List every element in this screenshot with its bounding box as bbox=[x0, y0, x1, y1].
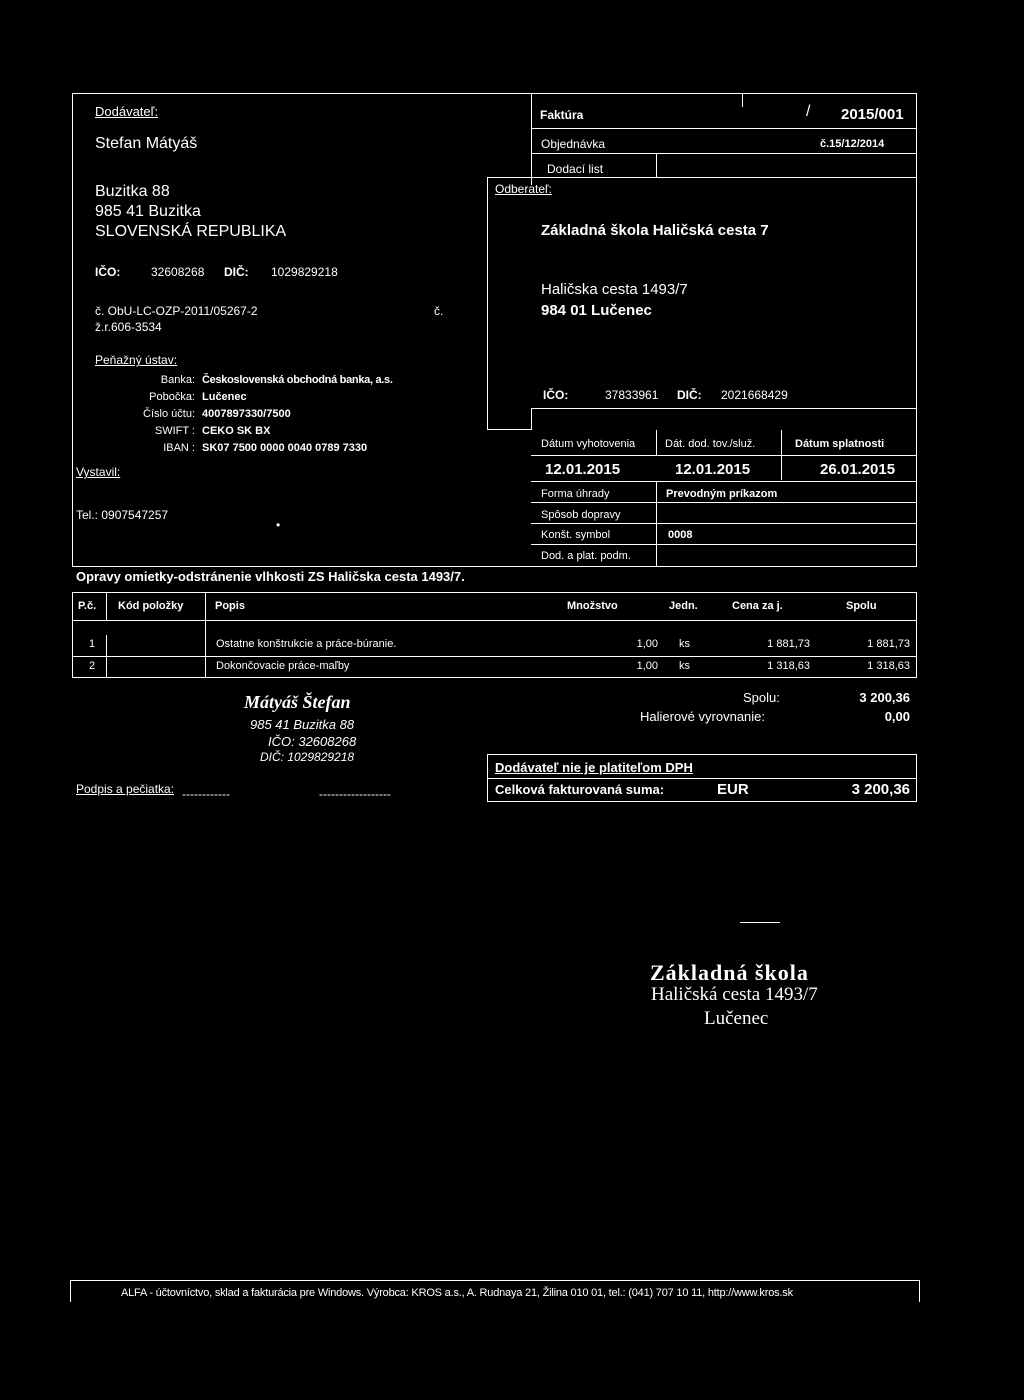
invoice-number: 2015/001 bbox=[841, 106, 904, 123]
customer-box-left bbox=[487, 177, 488, 430]
vat-box-mid bbox=[487, 778, 917, 779]
issue-date-label: Dátum vyhotovenia bbox=[541, 438, 636, 450]
customer-city: 984 01 Lučenec bbox=[541, 302, 652, 319]
payment-method: Prevodným príkazom bbox=[666, 488, 778, 500]
supplier-country: SLOVENSKÁ REPUBLIKA bbox=[95, 223, 287, 240]
row-total: 1 318,63 bbox=[867, 660, 910, 672]
rounding-label: Halierové vyrovnanie: bbox=[640, 709, 766, 724]
delivery-note-label: Dodací list bbox=[547, 162, 604, 176]
transport-label: Spôsob dopravy bbox=[541, 509, 621, 521]
sum-value: 3 200,36 bbox=[859, 690, 910, 705]
stamp-name: Mátyáš Štefan bbox=[244, 692, 351, 712]
supplier-label: Dodávateľ: bbox=[95, 104, 159, 119]
delivery-date: 12.01.2015 bbox=[675, 461, 751, 478]
school-stamp-city: Lučenec bbox=[704, 1008, 769, 1029]
branch-label: Pobočka: bbox=[149, 391, 195, 403]
invoice-tick bbox=[742, 93, 743, 107]
const-symbol-label: Konšt. symbol bbox=[541, 529, 611, 541]
customer-name: Základná škola Haličská cesta 7 bbox=[541, 222, 769, 239]
pay-line4 bbox=[531, 544, 917, 545]
row-unit: ks bbox=[679, 638, 690, 650]
signature-label: Podpis a pečiatka: bbox=[76, 782, 175, 796]
bank-label: Banka: bbox=[160, 374, 195, 386]
iban-number: SK07 7500 0000 0040 0789 7330 bbox=[202, 442, 368, 454]
frame-left bbox=[72, 93, 73, 567]
col-header-total: Spolu bbox=[846, 600, 877, 612]
terms-label: Dod. a plat. podm. bbox=[541, 550, 631, 562]
customer-ico: 37833961 bbox=[605, 388, 659, 402]
col-header-desc: Popis bbox=[215, 600, 245, 612]
supplier-ico: 32608268 bbox=[151, 265, 205, 279]
table-header-bottom bbox=[72, 620, 917, 621]
customer-ico-label: IČO: bbox=[543, 388, 569, 402]
table-row1-bottom bbox=[72, 656, 917, 657]
supplier-reg-c: č. bbox=[434, 304, 444, 318]
pay-line1 bbox=[531, 481, 917, 482]
school-stamp-name: Základná škola bbox=[650, 960, 809, 985]
bank-name: Československá obchodná banka, a.s. bbox=[202, 374, 393, 386]
school-stamp-street: Haličská cesta 1493/7 bbox=[651, 984, 818, 1005]
invoice-subject: Opravy omietky-odstránenie vlhkosti ZS Haličska cesta 1493/7. bbox=[76, 569, 465, 584]
account-number: 4007897330/7500 bbox=[202, 408, 291, 420]
frame-middle bbox=[531, 93, 532, 185]
frame-right bbox=[916, 93, 917, 567]
signature-dash1: ------------ bbox=[182, 787, 230, 801]
rounding-value: 0,00 bbox=[884, 709, 910, 724]
row-no: 1 bbox=[89, 638, 96, 650]
table-top bbox=[72, 592, 917, 593]
order-row-line bbox=[531, 153, 917, 154]
table-col1b bbox=[106, 635, 107, 677]
supplier-street: Buzitka 88 bbox=[95, 183, 170, 200]
row-qty: 1,00 bbox=[636, 660, 658, 672]
supplier-dic-label: DIČ: bbox=[224, 265, 249, 279]
dates-div1 bbox=[656, 430, 657, 455]
swift-label: SWIFT : bbox=[154, 425, 195, 437]
supplier-name: Stefan Mátyáš bbox=[95, 135, 198, 152]
row-desc: Ostatne konštrukcie a práce-búranie. bbox=[216, 638, 397, 650]
customer-dic: 2021668429 bbox=[721, 388, 788, 402]
row-unit: ks bbox=[679, 660, 690, 672]
order-number: č.15/12/2014 bbox=[820, 138, 885, 150]
branch-name: Lučenec bbox=[202, 391, 247, 403]
pay-divider bbox=[656, 481, 657, 567]
invoice-slash: / bbox=[806, 103, 811, 120]
customer-box-inner-line bbox=[531, 408, 917, 409]
vat-note: Dodávateľ nie je platiteľom DPH bbox=[495, 760, 693, 775]
invoice-label: Faktúra bbox=[540, 108, 584, 122]
delivery-date-label: Dát. dod. tov./služ. bbox=[665, 438, 756, 450]
row-total: 1 881,73 bbox=[867, 638, 910, 650]
table-left bbox=[72, 592, 73, 678]
table-col2 bbox=[205, 592, 206, 678]
pay-line3 bbox=[531, 523, 917, 524]
pay-bottom bbox=[531, 566, 917, 567]
customer-box-bottom bbox=[487, 429, 531, 430]
bank-title: Peňažný ústav: bbox=[95, 353, 178, 367]
signature-dash2: ------------------ bbox=[319, 787, 391, 801]
col-header-unit: Jedn. bbox=[669, 600, 698, 612]
supplier-city: 985 41 Buzitka bbox=[95, 203, 201, 220]
supplier-reg-line2: ž.r.606-3534 bbox=[95, 320, 162, 334]
school-stamp-line bbox=[740, 922, 780, 923]
col-header-code: Kód položky bbox=[118, 600, 184, 612]
row-price: 1 881,73 bbox=[767, 638, 810, 650]
const-symbol: 0008 bbox=[668, 529, 693, 541]
footer-line bbox=[70, 1280, 920, 1281]
col-header-price: Cena za j. bbox=[732, 600, 783, 612]
dates-div2 bbox=[781, 430, 782, 480]
total-label: Celková fakturovaná suma: bbox=[495, 782, 665, 797]
stamp-dic: DIČ: 1029829218 bbox=[260, 750, 355, 764]
supplier-ico-label: IČO: bbox=[95, 265, 121, 279]
issuer-label: Vystavil: bbox=[76, 465, 121, 479]
row-qty: 1,00 bbox=[636, 638, 658, 650]
row-price: 1 318,63 bbox=[767, 660, 810, 672]
issuer-dot: • bbox=[276, 518, 281, 532]
vat-box-top bbox=[487, 754, 917, 755]
dates-header-bottom bbox=[531, 455, 917, 456]
payment-method-label: Forma úhrady bbox=[541, 488, 610, 500]
table-right bbox=[916, 592, 917, 678]
frame-left-bottom bbox=[72, 566, 532, 567]
col-header-qty: Množstvo bbox=[567, 600, 618, 612]
invoice-row-line bbox=[531, 128, 917, 129]
due-date-label: Dátum splatnosti bbox=[795, 438, 885, 450]
order-label: Objednávka bbox=[541, 137, 606, 151]
issuer-tel: Tel.: 0907547257 bbox=[76, 508, 169, 522]
supplier-reg-line: č. ObU-LC-OZP-2011/05267-2 bbox=[95, 304, 258, 318]
footer-left bbox=[70, 1280, 71, 1302]
total-currency: EUR bbox=[717, 781, 749, 798]
footer-right bbox=[919, 1280, 920, 1302]
vat-box-bottom bbox=[487, 801, 917, 802]
invoice-divider bbox=[656, 153, 657, 177]
iban-label: IBAN : bbox=[163, 442, 195, 454]
issue-date: 12.01.2015 bbox=[545, 461, 621, 478]
customer-box-top bbox=[487, 177, 917, 178]
customer-label: Odberateľ: bbox=[495, 182, 552, 196]
sum-label: Spolu: bbox=[743, 690, 780, 705]
swift-code: CEKO SK BX bbox=[202, 425, 271, 437]
frame-top bbox=[72, 93, 917, 94]
supplier-dic: 1029829218 bbox=[271, 265, 338, 279]
total-value: 3 200,36 bbox=[851, 781, 910, 798]
customer-box-inner-left bbox=[531, 408, 532, 430]
stamp-ico: IČO: 32608268 bbox=[268, 734, 357, 749]
table-bottom bbox=[72, 677, 917, 678]
due-date: 26.01.2015 bbox=[820, 461, 896, 478]
account-label: Číslo účtu: bbox=[143, 408, 195, 420]
row-desc: Dokončovacie práce-maľby bbox=[216, 660, 350, 672]
pay-line2 bbox=[531, 502, 917, 503]
row-no: 2 bbox=[89, 660, 96, 672]
stamp-address: 985 41 Buzitka 88 bbox=[250, 717, 355, 732]
footer-text: ALFA - účtovníctvo, sklad a fakturácia pre Windows. Výrobca: KROS a.s., A. Rudnaya 21, Žilina 010 01, tel.: (041) 707 10 11, http://www.kros.sk bbox=[121, 1287, 793, 1299]
customer-dic-label: DIČ: bbox=[677, 388, 702, 402]
customer-street: Haličska cesta 1493/7 bbox=[541, 281, 688, 298]
col-header-no: P.č. bbox=[78, 600, 97, 612]
table-col1 bbox=[106, 592, 107, 620]
